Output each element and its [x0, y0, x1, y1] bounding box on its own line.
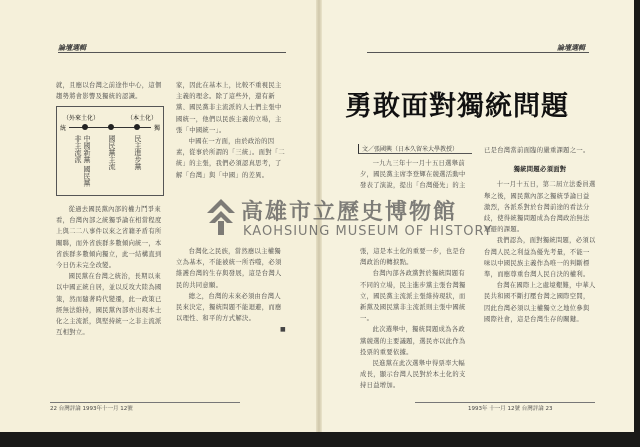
diagram-label: 中國新黨 國民黨非主流派 — [74, 135, 91, 187]
subheading: 獨統問題必須面對 — [513, 166, 567, 174]
paragraph: 中國在一方面，由於政治的因素，從事於所謂的「三統」。面對「二統」的主張，我們必須認真思考，了解「台灣」與「中國」的差異。 — [176, 138, 285, 179]
diagram-label: 國民黨主流 — [108, 135, 116, 170]
footer-left: 22 台灣評論 1993年十一月 12號 — [50, 406, 133, 412]
paragraph: 台灣在國際上之處境艱難，中華人民共和國不斷打壓台灣之國際空間，因此台灣必須以主權獨立之地位參與國際社會，這是台灣生存的關鍵。 — [484, 282, 596, 323]
paragraph: 就，且應以台灣之前途作中心，這個趨勢將會影響及獨統的認識。 — [56, 82, 162, 101]
diagram-end-left: 統 — [60, 125, 67, 132]
right-column-a — [360, 158, 470, 392]
running-header-right: 論壇選輯 — [557, 44, 585, 52]
paragraph: 台灣化之民族，當然應以主權獨立為基本，不能被統一所吞噬，必須維護台灣的生存與發展，這是台灣人民的共同意願。 — [176, 248, 282, 289]
footer-right: 1993年 十一月 12號 台灣評論 23 — [468, 406, 553, 412]
paragraph: 我們認為，面對獨統問題，必須以台灣人民之利益為優先考量，不能一味以中國民族主義作為唯一的判斷標準，而應尊重台灣人民自決的權利。 — [484, 237, 596, 279]
header-rule-left — [58, 52, 286, 53]
diagram-end-right: 獨 — [153, 125, 160, 132]
right-column-b — [484, 145, 596, 325]
byline: 文／張國興（日本久留米大學教授） — [358, 144, 472, 154]
footer-rule-right — [415, 402, 595, 403]
watermark-english: KAOHSIUNG MUSEUM OF HISTORY — [243, 224, 493, 239]
museum-watermark — [205, 195, 493, 239]
paragraph: 民進黨在此次選舉中得票率大幅成長，顯示台灣人民對於本土化的支持日益增加。 — [360, 360, 466, 390]
diagram-label: 民主進步黨 — [134, 135, 142, 170]
left-column-a-body — [56, 204, 164, 338]
paragraph: 家，因此在基本上，比較不重視民主主義的理念。除了這些外，還有新黨、國民黨非主流派的人士們主張中國統一，他們以民族主義的立場，主張「中國統一」。 — [176, 82, 282, 134]
museum-logo-icon — [205, 197, 237, 237]
paragraph: 國民黨在台灣之統治，長期以來以中國正統自居，並以反攻大陸為國策，然而隨著時代變遷，此一政策已經無法維持，國民黨內部亦出現本土化之主流派，與堅持統一之非主流派互相對立。 — [56, 273, 162, 337]
paragraph: 已是台灣當前面臨的嚴重課題之一。 — [484, 147, 590, 154]
diagram-point — [82, 124, 88, 130]
paragraph: 一九九三年十一月十五日選舉前夕，國民黨主席李登輝在競選活動中發表了演說，提出「台灣優先」的主張，這是本土化的重要一步，也是台灣政治的轉捩點。 — [360, 160, 466, 267]
paragraph: 十一月十五日，第二屆立法委員選舉之後，國民黨內部之獨統爭論日益激烈，各派系對於台灣前途的看法分歧，使得統獨問題成為台灣政治無法迴避的課題。 — [484, 181, 596, 234]
independence-unification-diagram — [56, 106, 164, 196]
paragraph: 台灣內部各政黨對於獨統問題有不同的立場，民主進步黨主張台灣獨立，國民黨主流派主張維持現狀，而新黨及國民黨非主流派則主張中國統一。 — [360, 270, 466, 323]
diagram-label-top-left: （外來土化） — [63, 115, 100, 122]
diagram-point — [108, 124, 114, 130]
footer-rule-left — [50, 402, 240, 403]
end-mark: ■ — [280, 326, 286, 334]
running-header-left: 論壇選輯 — [58, 44, 86, 52]
paragraph: 從過去國民黨內部的權力鬥爭來看，台灣內部之統獨爭論在相當程度上與二二八事件以來之省籍矛盾有所關聯，而外省族群多數傾向統一，本省族群多數傾向獨立，此一結構直到今日仍未完全改變。 — [56, 206, 162, 270]
watermark-chinese: 高雄市立歷史博物館 — [241, 200, 458, 225]
left-column-a-intro — [56, 80, 164, 102]
diagram-point — [134, 124, 140, 130]
paragraph: 此次選舉中，獨統問題成為各政黨競選的主要議題，選民亦以此作為投票的重要依據。 — [360, 326, 466, 356]
header-rule-right — [367, 52, 589, 53]
paragraph: 總之，台灣的未來必須由台灣人民來決定，獨統問題不能迴避，而應以理性、和平的方式解決。 — [176, 292, 282, 323]
article-title: 勇敢面對獨統問題 — [345, 91, 569, 122]
diagram-label-top-right: （本土化） — [126, 115, 157, 122]
